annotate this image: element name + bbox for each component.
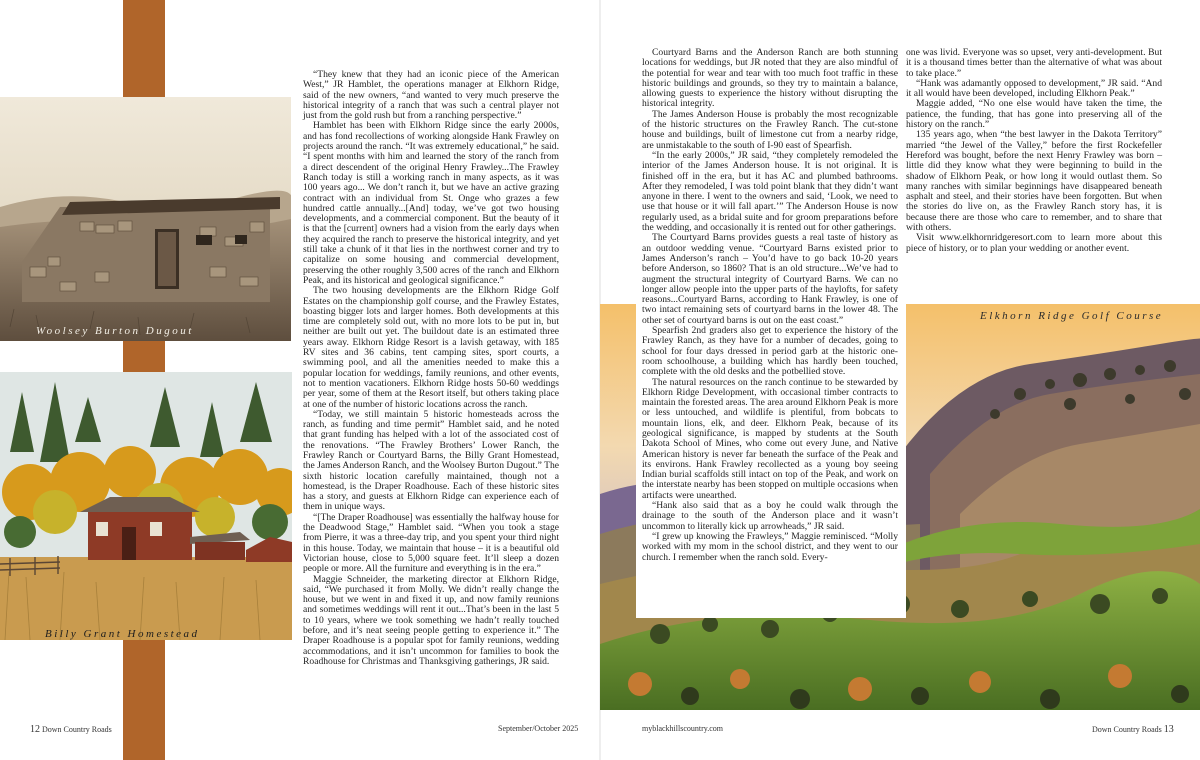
col2-paragraph: The Courtyard Barns provides guests a real taste of history as an outdoor wedding venue. “Courtyard Barns existed prior to James Anderson’s ranch – You’d have to go back 10-20 years before Anderson, so 1860? That is an old structure...We’ve had to augment the structural integrity of Courtyard Barns. We can no longer allow people into the upper parts of the haylofts, for safety reasons...Courtyard Barns, according to Hank Frawley, is one of two intact remaining sets of courtyard barns in the lower 48. The other set of courtyard barns is out on the east coast.” xyxy=(642,232,898,326)
left-date: September/October 2025 xyxy=(498,724,579,733)
right-magazine-name: Down Country Roads xyxy=(1092,725,1162,734)
left-magazine-name: Down Country Roads xyxy=(42,725,112,734)
col2-paragraph: Spearfish 2nd graders also get to experience the history of the Frawley Ranch, as they have for a number of decades, going to school for four days dressed in period garb at the historic one-room schoolhouse, a building which has hardly been touched, complete with the old desks and the potbellied stove. xyxy=(642,325,898,378)
dugout-photo xyxy=(0,97,291,341)
col3-paragraph: Maggie added, “No one else would have taken the time, the patience, the funding, that has gone into preserving all of the history on the ranch.” xyxy=(906,98,1162,131)
col1-paragraph: Hamblet has been with Elkhorn Ridge since the early 2000s, and has fond recollections of working alongside Hank Frawley on projects around the ranch. “It was extremely educational,” he said. “I spent months with him and learned the story of the ranch from a direct descendent of the original Henry Frawley...The Frawley Ranch today is still a working ranch in many aspects, as it was 100 years ago... We don’t ranch it, but we have an active grazing contract with an individual from St. Onge who grazes a few hundred cattle annually...[And] today, we’ve got two housing developments, and a commercial component. But the beauty of it is that the [current] owners had a vision from the early days when they acquired the ranch to preserve the historical integrity, and yet still take a chunk of it that lies in the northwest corner and try to capitalize on some housing and commercial development, preserving the other roughly 3,500 acres of the ranch and Elkhorn Peak, and its historical and geological significance.” xyxy=(303,120,559,286)
col1-paragraph: “They knew that they had an iconic piece of the American West,” JR Hamblet, the operations manager at Elkhorn Ridge, said of the new owners, “and wanted to very much preserve the historical integrity of a ranch that was such a central player not just from the gold rush but from a ranching perspective.” xyxy=(303,69,559,122)
col2-paragraph: Courtyard Barns and the Anderson Ranch are both stunning locations for weddings, but JR noted that they are also mindful of the potential for wear and tear with too much foot traffic in these historic buildings and grounds, so they try to maintain a balance, allowing guests to experience the history without disrupting the historical integrity. xyxy=(642,47,898,110)
col3-paragraph: “Hank was adamantly opposed to development,” JR said. “And it all would have been developed, including Elkhorn Peak.” xyxy=(906,77,1162,100)
right-footer xyxy=(1092,724,1174,735)
col2-paragraph: The natural resources on the ranch continue to be stewarded by Elkhorn Ridge Development, with occasional timber contracts to maintain the forested areas. The area around Elkhorn Peak is more or less untouched, and wildlife is plentiful, from bobcats to mountain lions, elk, and deer. Elkhorn Peak, because of its geological significance, is mapped by students at the South Dakota School of Mines, who come out every June, and Native American history is never far beneath the surface of the Peak and its environs. Hank Frawley recollected as a young boy seeing Indian burial scaffolds still intact on top of the Peak, and work on the interstate nearby has been stopped on multiple occasions when artifacts were unearthed. xyxy=(642,376,898,501)
col1-paragraph: “Today, we still maintain 5 historic homesteads across the ranch, as funding and time permit” Hamblet said, and he noted that grant funding has helped with a lot of the associated cost of the renovations. “The Frawley Brothers’ Lower Ranch, the Frawley Ranch or Courtyard Barns, the Billy Grant Homestead, the James Anderson Ranch, and the Woolsey Burton Dugout.” The sixth historic location carefully maintained, though not a homestead, is the Draper Roadhouse. Each of these historic sites has a story, and guests at Elkhorn Ridge can experience each of them in unique ways. xyxy=(303,408,559,513)
homestead-photo xyxy=(0,372,292,640)
homestead-caption: Billy Grant Homestead xyxy=(45,628,200,640)
col1-paragraph: “[The Draper Roadhouse] was essentially the halfway house for the Deadwood Stage,” Hamblet said. “When you took a stage from Pierre, it was a three-day trip, and you spent your third night in this house. Today, we maintain that house – it is a beautiful old Victorian house, close to 5,000 square feet. It’ll sleep a dozen people or more. All the furniture and everything is in the era.” xyxy=(303,511,559,575)
col3-paragraph: one was livid. Everyone was so upset, very anti-development. But it is a thousand times better than the alternative of what was about to take place.” xyxy=(906,47,1162,79)
col3-paragraph: 135 years ago, when “the best lawyer in the Dakota Territory” married “the Jewel of the Valley,” before the first Rockefeller Hereford was bought, before the next Henry Frawley was born – little did they know what they were beginning to build in the shadow of Elkhorn Peak, or how long it would outlast them. So many ranches with similar beginnings have disappeared beneath asphalt and steel, and their stories have been forgotten. But when the stories do live on, as the Frawley Ranch story has, it is because there are those who care to remember, and to share that with others. xyxy=(906,129,1162,234)
col2-paragraph: “I grew up knowing the Frawleys,” Maggie reminisced. “Molly worked with my mom in the school district, and they went to our church. I remember when the ranch sold. Every- xyxy=(642,530,898,563)
col1-paragraph: The two housing developments are the Elkhorn Ridge Golf Estates on the championship golf course, and the Frawley Estates, boasting bigger lots and larger homes. Both developments at this time are completely sold out, with no more lots to be put in, but neither are built out yet. The buildout date is an estimated three years away. Elkhorn Ridge Resort is a lavish getaway, with 185 RV sites and 36 cabins, tent camping sites, sport courts, a swimming pool, and all the amenities needed to make this a popular location for weddings, family reunions, and other events, not to mention vacationers. Elkhorn Ridge hosts 50-60 weddings per year, some of them at the Resort itself, but others taking place at one of the number of historic locations across the ranch. xyxy=(303,285,559,410)
right-page-number: 13 xyxy=(1163,724,1174,735)
article-column-2 xyxy=(642,48,898,563)
col3-paragraph: Visit www.elkhornridgeresort.com to learn more about this piece of history, or to plan your wedding or another event. xyxy=(906,232,1162,254)
article-column-3 xyxy=(906,48,1162,254)
dugout-caption: Woolsey Burton Dugout xyxy=(36,325,194,337)
article-column-1 xyxy=(303,70,559,667)
golf-caption: Elkhorn Ridge Golf Course xyxy=(980,310,1164,322)
col2-paragraph: The James Anderson House is probably the most recognizable of the historic structures on the Frawley Ranch. The cut-stone house and buildings, built of limestone cut from a nearby ridge, are unmistakable to the south of I-90 east of Spearfish. xyxy=(642,108,898,151)
right-url: myblackhillscountry.com xyxy=(642,724,724,733)
left-footer xyxy=(30,724,112,735)
col2-paragraph: “Hank also said that as a boy he could walk through the drainage to the south of the Anderson place and it wasn’t uncommon to literally kick up arrowheads,” JR said. xyxy=(642,500,898,532)
dugout-illustration xyxy=(0,97,291,341)
homestead-illustration xyxy=(0,372,292,640)
left-page-number: 12 xyxy=(30,724,40,735)
col2-paragraph: “In the early 2000s,” JR said, “they completely remodeled the interior of the James Anderson house. It is not original. It is finished off in the era, but it has AC and plumbed bathrooms. After they remodeled, I was told point blank that they didn’t want anyone in there. I went to the owners and said, ‘Look, we need to use that house or it will fall apart.’” The Anderson House is now regularly used, as a bridal suite and for groom preparations before the wedding, and occasionally it is rented out for other gatherings. xyxy=(642,149,898,234)
col1-paragraph: Maggie Schneider, the marketing director at Elkhorn Ridge, said, “We purchased it from Molly. We didn’t really change the house, but we went in and fixed it up, and now family reunions and sometimes weddings will rent it out...That’s been in the last 5 to 10 years, where we took something we hadn’t really touched before, and it’s neat seeing people getting to experience it.” The Draper Roadhouse is a popular spot for family reunions, wedding accommodations, and it isn’t uncommon for families to book the Roadhouse for Christmas and Thanksgiving gatherings, JR said. xyxy=(303,573,559,667)
